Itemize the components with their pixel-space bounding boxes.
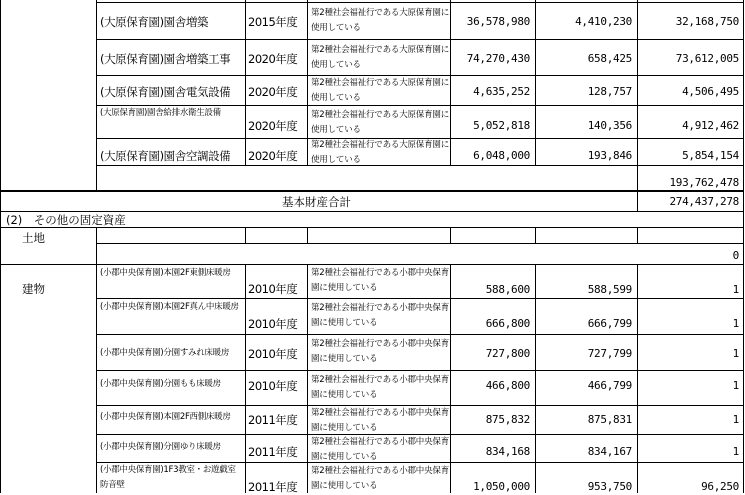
asset-name: (大原保育園)園舎増築 (100, 15, 209, 29)
subtotal-value: 193,762,478 (669, 176, 739, 189)
accumulated-depreciation: 658,425 (587, 52, 632, 65)
accumulated-depreciation: 666,799 (587, 317, 632, 330)
asset-purpose: 第2種社会福祉行である大原保育園に使用している (311, 78, 450, 103)
asset-year: 2020年度 (248, 52, 298, 66)
accumulated-depreciation: 4,410,230 (575, 15, 632, 28)
acquisition-cost: 1,050,000 (473, 480, 530, 493)
book-balance: 4,912,462 (682, 119, 739, 132)
asset-name: (小郡中央保育園)1F3教室・お遊戯室防音壁 (100, 465, 236, 490)
asset-name: (大原保育園)園舎空調設備 (100, 149, 231, 163)
asset-name: (小郡中央保育園)分園すみれ床暖房 (100, 348, 230, 358)
asset-year: 2015年度 (248, 15, 298, 29)
book-balance: 1 (732, 317, 739, 330)
accumulated-depreciation: 588,599 (587, 283, 632, 296)
asset-name: (大原保育園)園舎増築工事 (100, 52, 231, 66)
asset-year: 2010年度 (248, 282, 298, 296)
asset-purpose: 第2種社会福祉行である小郡中央保育園に使用している (311, 466, 450, 491)
asset-name: (小郡中央保育園)本園2F東側床暖房 (100, 268, 231, 278)
accumulated-depreciation: 140,356 (587, 119, 632, 132)
asset-purpose: 第2種社会福祉行である小郡中央保育園に使用している (311, 408, 450, 433)
book-balance: 1 (732, 445, 739, 458)
land-label: 土地 (22, 231, 45, 245)
asset-purpose: 第2種社会福祉行である大原保育園に使用している (311, 140, 450, 165)
asset-year: 2010年度 (248, 317, 298, 331)
book-balance: 5,854,154 (682, 149, 739, 162)
asset-name: (小郡中央保育園)本園2F西側床暖房 (100, 412, 231, 422)
book-balance: 73,612,005 (675, 52, 739, 65)
asset-name: (小郡中央保育園)分園もも床暖房 (100, 379, 221, 389)
asset-name: (小郡中央保育園)分園ゆり床暖房 (100, 442, 221, 452)
asset-year: 2011年度 (248, 413, 298, 427)
asset-name: (大原保育園)園舎電気設備 (100, 85, 231, 99)
book-balance: 1 (732, 413, 739, 426)
land-value: 0 (732, 249, 739, 262)
book-balance: 32,168,750 (675, 15, 739, 28)
asset-year: 2011年度 (248, 480, 298, 494)
asset-purpose: 第2種社会福祉行である小郡中央保育園に使用している (311, 268, 450, 293)
book-balance: 1 (732, 379, 739, 392)
acquisition-cost: 588,600 (485, 283, 530, 296)
accumulated-depreciation: 727,799 (587, 347, 632, 360)
acquisition-cost: 36,578,980 (466, 15, 530, 28)
acquisition-cost: 6,048,000 (473, 149, 530, 162)
asset-purpose: 第2種社会福祉行である小郡中央保育園に使用している (311, 437, 450, 462)
asset-purpose: 第2種社会福祉行である小郡中央保育園に使用している (311, 339, 450, 364)
acquisition-cost: 666,800 (485, 317, 530, 330)
asset-purpose: 第2種社会福祉行である大原保育園に使用している (311, 45, 450, 70)
book-balance: 1 (732, 283, 739, 296)
asset-name: (小郡中央保育園)本園2F真ん中床暖房 (100, 302, 239, 312)
accumulated-depreciation: 193,846 (587, 149, 632, 162)
acquisition-cost: 74,270,430 (466, 52, 530, 65)
section-title: (2) その他の固定資産 (6, 213, 126, 227)
asset-purpose: 第2種社会福祉行である大原保育園に使用している (311, 110, 450, 135)
acquisition-cost: 4,635,252 (473, 85, 530, 98)
asset-year: 2010年度 (248, 347, 298, 361)
asset-year: 2020年度 (248, 85, 298, 99)
accumulated-depreciation: 834,167 (587, 445, 632, 458)
asset-purpose: 第2種社会福祉行である小郡中央保育園に使用している (311, 303, 450, 328)
basic-assets-total-value: 274,437,278 (669, 195, 739, 208)
asset-purpose: 第2種社会福祉行である小郡中央保育園に使用している (311, 375, 450, 400)
basic-assets-total-label: 基本財産合計 (282, 195, 351, 209)
accumulated-depreciation: 128,757 (587, 85, 632, 98)
accumulated-depreciation: 466,799 (587, 379, 632, 392)
asset-year: 2010年度 (248, 379, 298, 393)
asset-year: 2020年度 (248, 149, 298, 163)
accumulated-depreciation: 953,750 (587, 480, 632, 493)
book-balance: 96,250 (701, 480, 739, 493)
building-label: 建物 (22, 282, 45, 296)
book-balance: 4,506,495 (682, 85, 739, 98)
asset-year: 2020年度 (248, 119, 298, 133)
asset-year: 2011年度 (248, 445, 298, 459)
accumulated-depreciation: 875,831 (587, 413, 632, 426)
asset-purpose: 第2種社会福祉行である大原保育園に使用している (311, 8, 450, 33)
acquisition-cost: 875,832 (485, 413, 530, 426)
acquisition-cost: 727,800 (485, 347, 530, 360)
book-balance: 1 (732, 347, 739, 360)
asset-name: (大原保育園)園舎給排水衛生設備 (100, 108, 221, 118)
acquisition-cost: 834,168 (485, 445, 530, 458)
acquisition-cost: 466,800 (485, 379, 530, 392)
acquisition-cost: 5,052,818 (473, 119, 530, 132)
